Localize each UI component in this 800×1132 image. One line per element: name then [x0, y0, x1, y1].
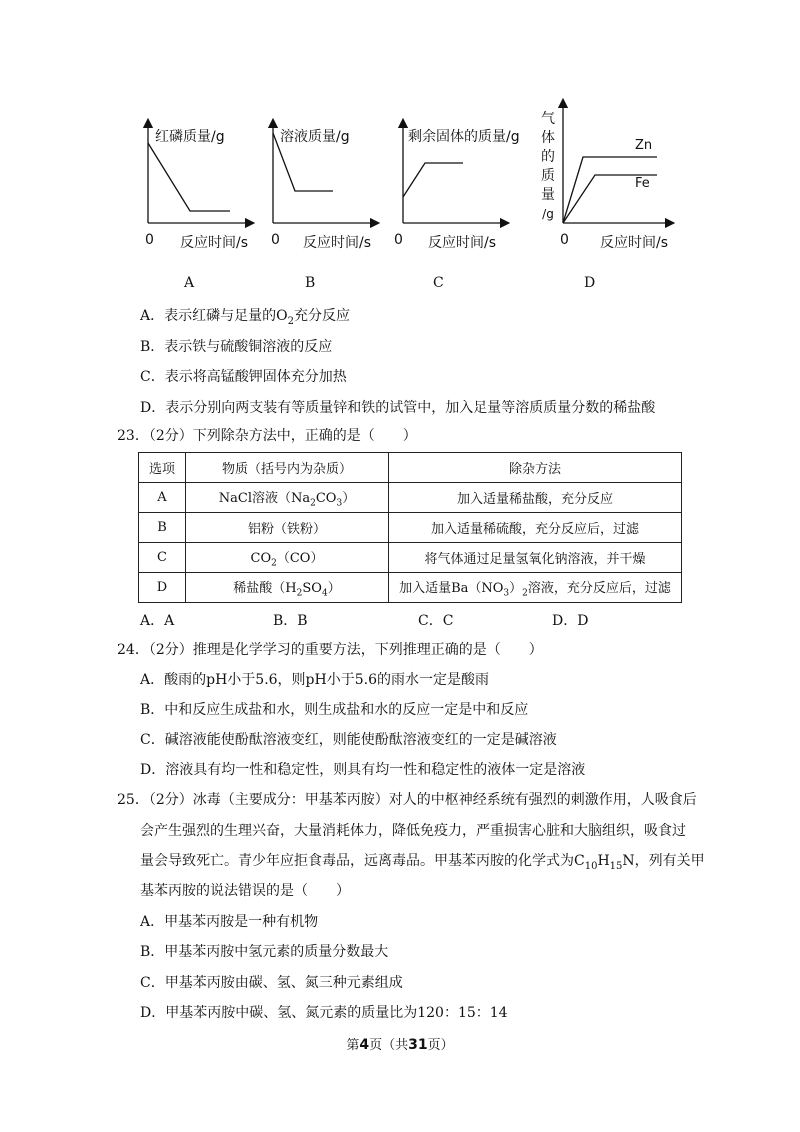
table-row: [139, 543, 682, 573]
q25-sub: 15: [609, 860, 623, 872]
graph-d-ylabel-char: 的: [541, 149, 555, 165]
q23-option-a[interactable]: A．A: [140, 613, 175, 629]
q23-stem: 23．（2分）下列除杂方法中，正确的是（ ）: [117, 428, 417, 444]
q23-option-b[interactable]: B．B: [273, 613, 308, 629]
q24-option-a[interactable]: A．酸雨的pH小于5.6，则pH小于5.6的雨水一定是酸雨: [140, 672, 489, 688]
graph-a-ylabel: 红磷质量/g: [155, 129, 225, 145]
table-cell-substance: [186, 483, 389, 513]
q23-table: [138, 452, 682, 603]
graph-d-series-zn: Zn: [635, 138, 653, 153]
cell-text: 稀盐酸（H: [233, 580, 297, 596]
graph-d-ylabel-char: /g: [542, 207, 554, 221]
q22-option-a-text: A．表示红磷与足量的O: [140, 308, 288, 324]
graph-d-ylabel-char: 量: [541, 187, 555, 203]
graph-c-caption: C: [433, 275, 444, 291]
q24-option-d[interactable]: D．溶液具有均一性和稳定性，则具有均一性和稳定性的液体一定是溶液: [140, 762, 586, 778]
cell-sub: 3: [336, 498, 343, 509]
q25-text: 量会导致死亡。青少年应拒食毒品，远离毒品。甲基苯丙胺的化学式为C: [140, 853, 585, 869]
cell-text: ）: [327, 580, 341, 596]
table-cell-method: 将气体通过足量氢氧化钠溶液，并干燥: [389, 543, 682, 573]
graph-d-xlabel: 反应时间/s: [600, 235, 669, 251]
table-cell-substance: [186, 543, 389, 573]
q25-option-a[interactable]: A．甲基苯丙胺是一种有机物: [140, 914, 319, 930]
q22-option-a[interactable]: [140, 305, 350, 327]
table-cell-substance: [186, 573, 389, 603]
table-cell-option: D: [139, 573, 186, 603]
graph-d-ylabel-char: 气: [541, 111, 555, 127]
graph-d-origin: 0: [560, 232, 569, 248]
table-cell-method: 加入适量稀硫酸，充分反应后，过滤: [389, 513, 682, 543]
table-row: [139, 513, 682, 543]
graph-b-caption: B: [305, 275, 316, 291]
q22-option-b[interactable]: B．表示铁与硫酸铜溶液的反应: [140, 339, 333, 355]
cell-text: 加入适量Ba（NO: [399, 580, 504, 596]
graph-d-caption: D: [584, 275, 596, 291]
cell-text: 溶液，充分反应后，过滤: [527, 580, 671, 596]
table-header-cell: 选项: [139, 453, 186, 483]
table-cell-option: A: [139, 483, 186, 513]
q22-option-a-sub: 2: [287, 315, 294, 327]
graph-d-ylabel-char: 质: [541, 168, 555, 184]
q25-stem-line-2: 会产生强烈的生理兴奋，大量消耗体力，降低免疫力，严重损害心脏和大脑组织，吸食过: [140, 823, 686, 839]
cell-sub: 4: [321, 588, 328, 599]
q22-option-a-rest: 充分反应: [293, 308, 350, 324]
graph-a-caption: A: [184, 275, 195, 291]
q24-option-b[interactable]: B．中和反应生成盐和水，则生成盐和水的反应一定是中和反应: [140, 702, 529, 718]
q25-text: N，列有关甲: [622, 853, 705, 869]
graph-d-ylabel: [540, 110, 556, 224]
q23-option-c[interactable]: C．C: [418, 613, 454, 629]
table-cell-option: C: [139, 543, 186, 573]
footer-text: 第: [346, 1038, 360, 1053]
graph-c-xlabel: 反应时间/s: [428, 235, 497, 251]
footer-text: 页）: [427, 1038, 454, 1053]
q23-option-d[interactable]: D．D: [552, 613, 589, 629]
graph-b-origin: 0: [271, 232, 280, 248]
cell-text: ）: [342, 490, 356, 506]
table-header-row: [139, 453, 682, 483]
graph-c-origin: 0: [394, 232, 403, 248]
cell-text: （CO）: [276, 550, 324, 566]
cell-text: NaCl溶液（Na: [218, 490, 311, 506]
q25-option-d[interactable]: D．甲基苯丙胺中碳、氢、氮元素的质量比为120：15：14: [140, 1005, 508, 1021]
table-cell-method: [389, 573, 682, 603]
table-cell-option: B: [139, 513, 186, 543]
table-cell-method: 加入适量稀盐酸，充分反应: [389, 483, 682, 513]
q25-text: H: [597, 853, 610, 869]
q25-stem-line-3: [140, 850, 705, 872]
table-row: [139, 483, 682, 513]
graph-c-ylabel: 剩余固体的质量/g: [408, 129, 520, 145]
cell-sub: 3: [503, 588, 510, 599]
cell-text: CO: [250, 550, 272, 566]
graph-a-xlabel: 反应时间/s: [180, 235, 249, 251]
graph-d-ylabel-char: 体: [541, 130, 555, 146]
cell-text: ）: [509, 580, 523, 596]
table-header-cell: 除杂方法: [389, 453, 682, 483]
cell-text: SO: [302, 580, 322, 596]
cell-sub: 2: [271, 558, 277, 569]
cell-sub: 2: [296, 588, 303, 599]
cell-text: CO: [315, 490, 337, 506]
cell-sub: 2: [310, 498, 316, 509]
footer-page-number: 4: [359, 1037, 370, 1053]
q25-option-c[interactable]: C．甲基苯丙胺由碳、氢、氮三种元素组成: [140, 975, 403, 991]
table-cell-substance: 铝粉（铁粉）: [186, 513, 389, 543]
graph-d-series-fe: Fe: [635, 176, 650, 191]
q22-option-d[interactable]: D．表示分别向两支装有等质量锌和铁的试管中，加入足量等溶质质量分数的稀盐酸: [140, 400, 656, 416]
table-row: [139, 573, 682, 603]
cell-sub: 2: [522, 588, 528, 599]
q24-stem: 24．（2分）推理是化学学习的重要方法，下列推理正确的是（ ）: [117, 642, 543, 658]
graph-a-origin: 0: [145, 232, 154, 248]
page-footer: [0, 1034, 800, 1053]
q25-option-b[interactable]: B．甲基苯丙胺中氢元素的质量分数最大: [140, 944, 389, 960]
footer-total-pages: 31: [408, 1037, 428, 1053]
q25-stem-line-4: 基苯丙胺的说法错误的是（ ）: [140, 883, 350, 899]
graph-d-axes: [545, 95, 680, 255]
q22-option-c[interactable]: C．表示将高锰酸钾固体充分加热: [140, 369, 347, 385]
q25-sub: 10: [584, 860, 598, 872]
table-header-cell: 物质（括号内为杂质）: [186, 453, 389, 483]
q24-option-c[interactable]: C．碱溶液能使酚酞溶液变红，则能使酚酞溶液变红的一定是碱溶液: [140, 732, 557, 748]
graph-b-ylabel: 溶液质量/g: [280, 129, 350, 145]
footer-text: 页（共: [369, 1038, 409, 1053]
graph-b-xlabel: 反应时间/s: [303, 235, 372, 251]
q25-stem-line-1: 25．（2分）冰毒（主要成分：甲基苯丙胺）对人的中枢神经系统有强烈的刺激作用，人吸食后: [117, 792, 697, 808]
